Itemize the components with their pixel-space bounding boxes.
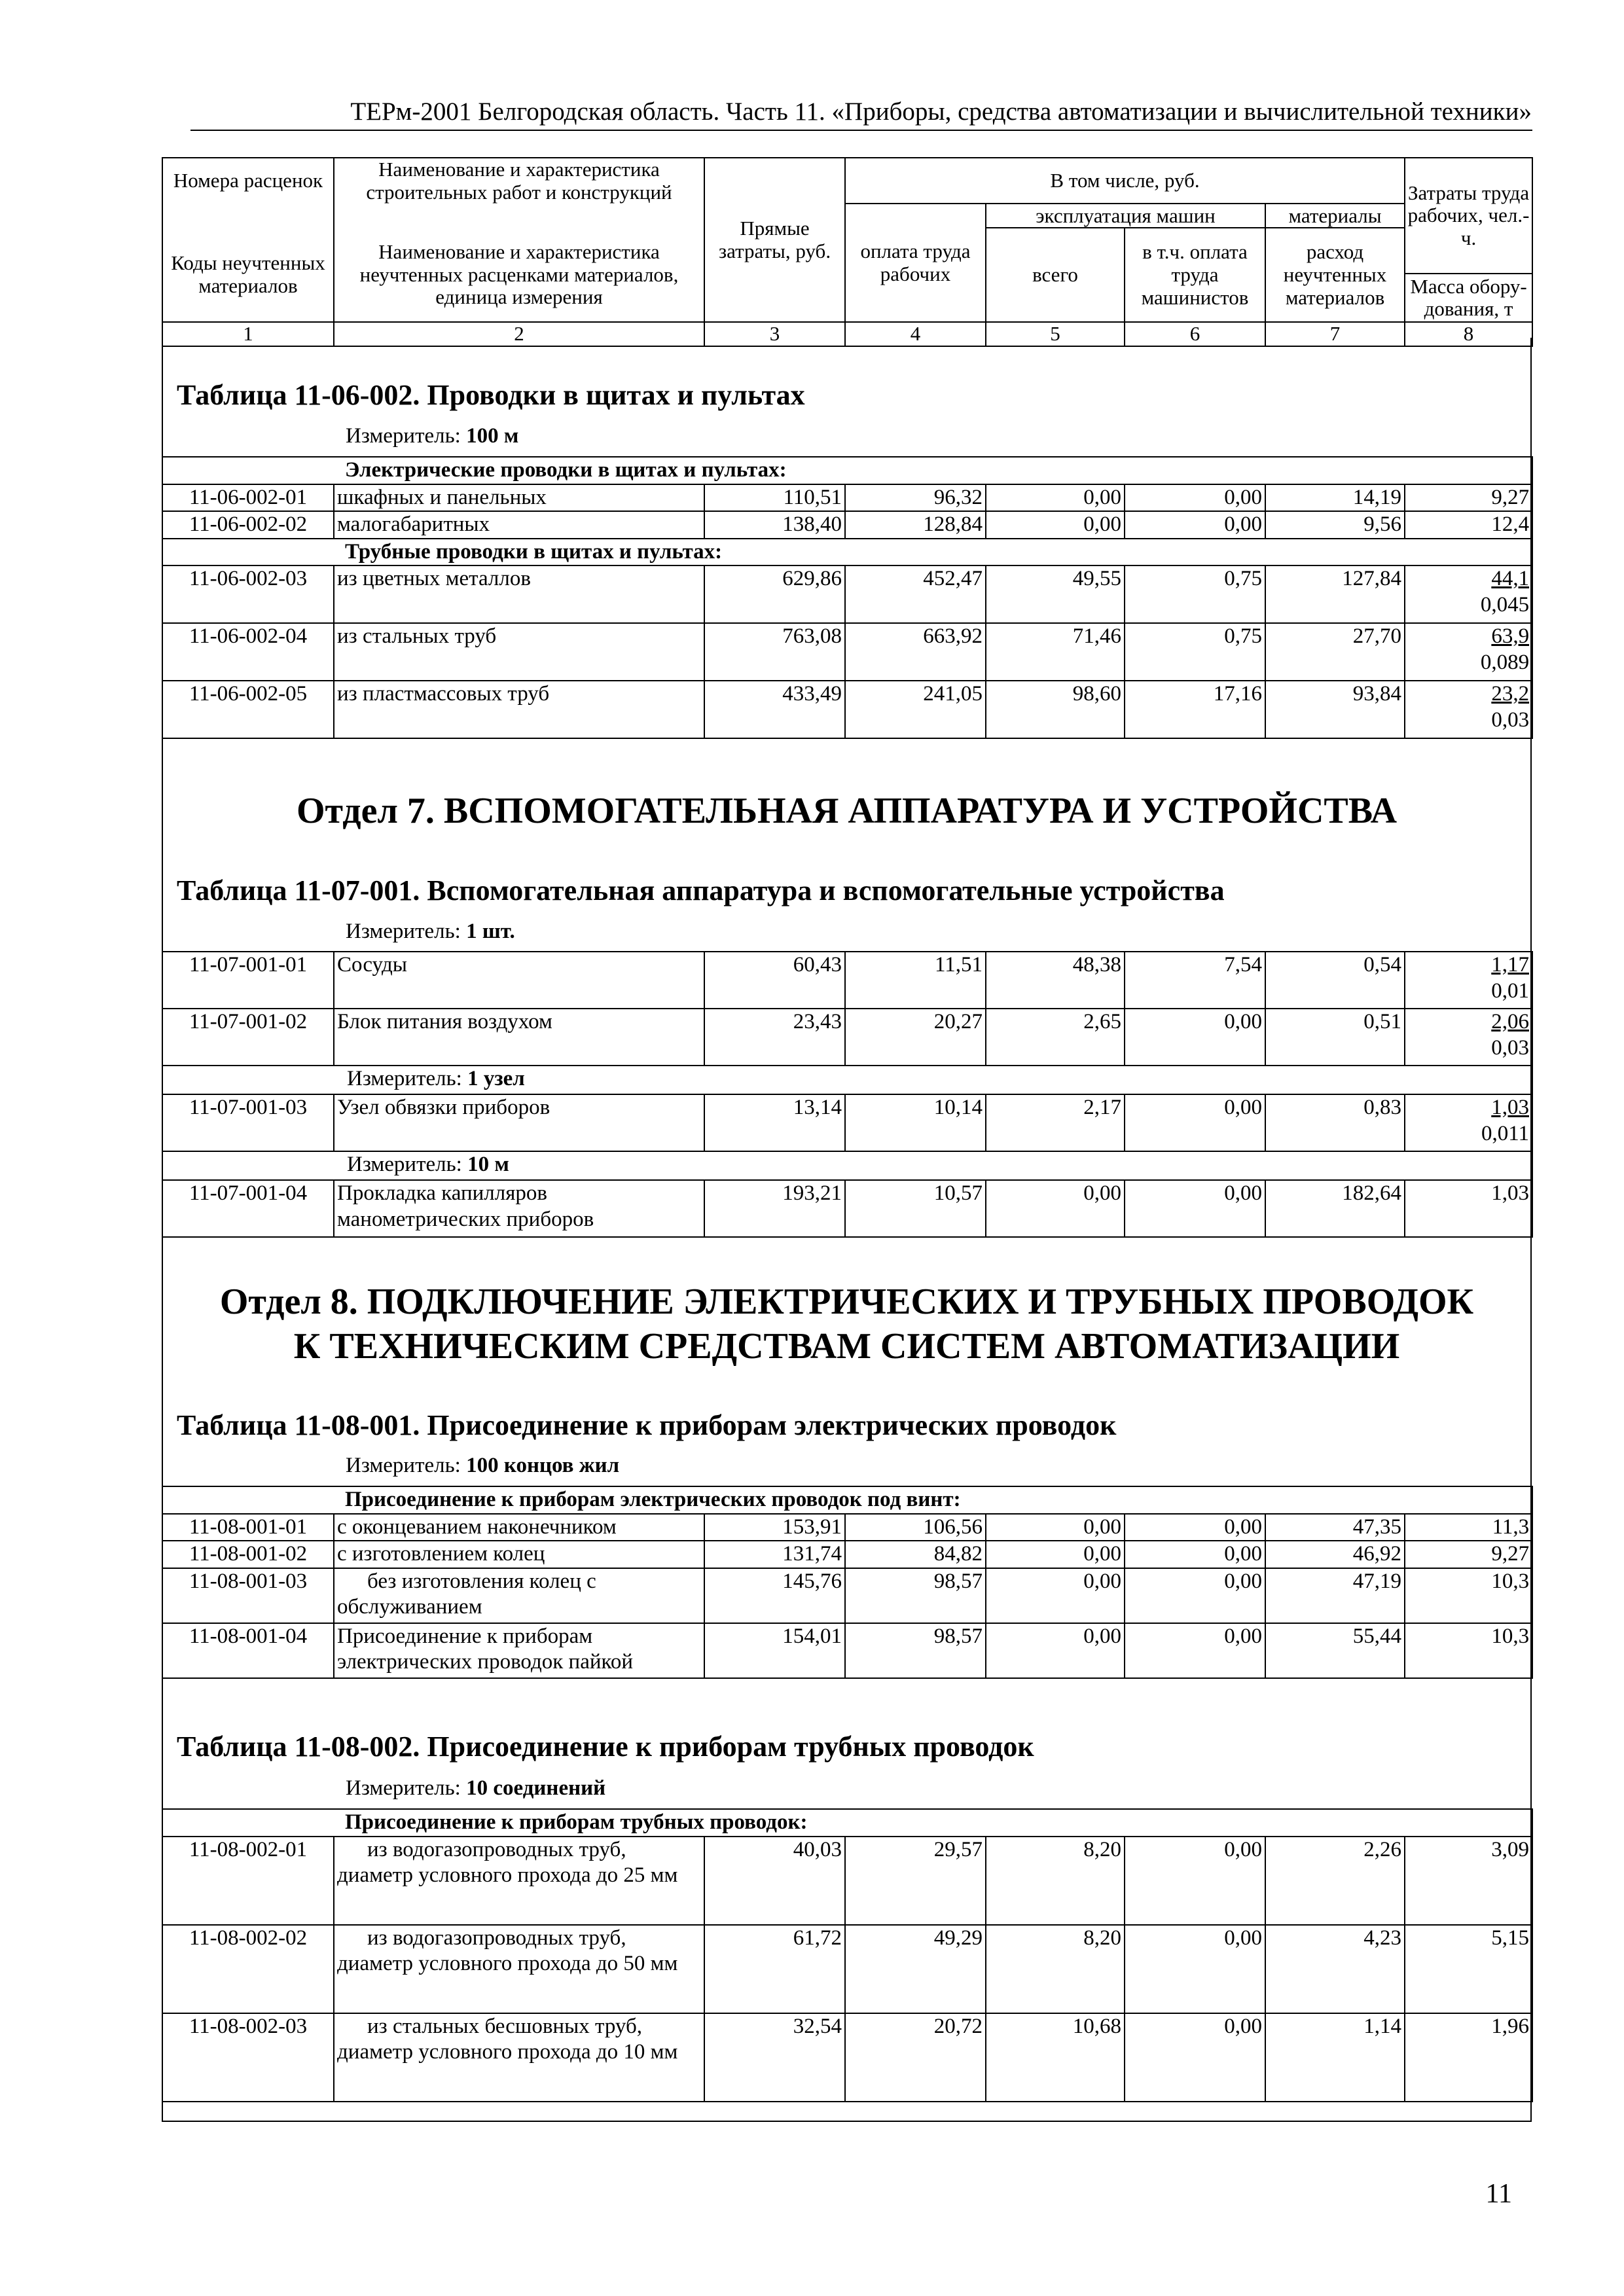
materials: 47,35 — [1265, 1514, 1405, 1541]
direct-cost: 40,03 — [704, 1837, 845, 1925]
machinists-pay: 0,00 — [1125, 1514, 1265, 1541]
meter: Измеритель: 100 м — [346, 424, 519, 448]
labor-pay: 98,57 — [845, 1568, 986, 1623]
materials: 9,56 — [1265, 511, 1405, 539]
direct-cost: 61,72 — [704, 1925, 845, 2013]
header-col2-top: Наименование и характеристика строительных работ и конструкций — [334, 158, 704, 204]
labor-hours-mass: 44,1 0,045 — [1405, 565, 1532, 623]
direct-cost: 145,76 — [704, 1568, 845, 1623]
header-materials: материалы — [1265, 204, 1405, 228]
machines-total: 10,68 — [986, 2013, 1125, 2102]
labor-hours: 1,03 — [1405, 1180, 1532, 1237]
machines-total: 8,20 — [986, 1925, 1125, 2013]
direct-cost: 138,40 — [704, 511, 845, 539]
table-row — [162, 1925, 1532, 2013]
rate-code: 11-08-001-01 — [162, 1514, 334, 1541]
table-row — [162, 1009, 1532, 1066]
header-num: 4 — [845, 322, 986, 346]
machinists-pay: 17,16 — [1125, 681, 1265, 738]
labor-pay: 84,82 — [845, 1541, 986, 1568]
labor-hours-mass: 1,03 0,011 — [1405, 1094, 1532, 1151]
labor-pay: 20,27 — [845, 1009, 986, 1066]
meter: Измеритель: 100 концов жил — [346, 1454, 620, 1477]
table-row — [162, 952, 1532, 1009]
rates-table — [162, 1486, 1533, 1679]
running-title: ТЕРм-2001 Белгородская область. Часть 11. «Приборы, средства автоматизации и вычислительной техники» — [350, 98, 1532, 126]
header-col5: всего — [986, 228, 1125, 322]
meter: Измеритель: 10 соединений — [346, 1776, 606, 1800]
machines-total: 2,65 — [986, 1009, 1125, 1066]
machines-total: 0,00 — [986, 511, 1125, 539]
header-col1-top: Номера расценок — [162, 158, 334, 204]
labor-hours-mass: 63,9 0,089 — [1405, 623, 1532, 681]
labor-pay: 452,47 — [845, 565, 986, 623]
rate-name: из водогазопроводных труб, диаметр условного прохода до 25 мм — [334, 1837, 704, 1925]
subheading: Трубные проводки в щитах и пультах: — [162, 539, 1532, 566]
machinists-pay: 0,00 — [1125, 1541, 1265, 1568]
rate-code: 11-07-001-04 — [162, 1180, 334, 1237]
header-num: 1 — [162, 322, 334, 346]
header-num: 3 — [704, 322, 845, 346]
header-col1-bottom: Коды неучтенных материалов — [162, 228, 334, 322]
labor-hours-mass: 23,2 0,03 — [1405, 681, 1532, 738]
table-row — [162, 1837, 1532, 1925]
subheading: Присоединение к приборам электрических проводок под винт: — [162, 1486, 1532, 1514]
table-title: Таблица 11-08-002. Присоединение к приборам трубных проводок — [177, 1731, 1034, 1763]
labor-pay: 29,57 — [845, 1837, 986, 1925]
materials: 93,84 — [1265, 681, 1405, 738]
header-col8-bottom: Масса обору-дования, т — [1405, 274, 1532, 322]
labor-hours-mass: 2,06 0,03 — [1405, 1009, 1532, 1066]
machines-total: 0,00 — [986, 1623, 1125, 1678]
rate-name: без изготовления колец с обслуживанием — [334, 1568, 704, 1623]
table-row — [162, 565, 1532, 623]
rate-name: Присоединение к приборам электрических проводок пайкой — [334, 1623, 704, 1678]
rate-name: с изготовлением колец — [334, 1541, 704, 1568]
direct-cost: 13,14 — [704, 1094, 845, 1151]
header-num: 8 — [1405, 322, 1532, 346]
labor-pay: 20,72 — [845, 2013, 986, 2102]
machines-total: 0,00 — [986, 484, 1125, 512]
rate-code: 11-06-002-01 — [162, 484, 334, 512]
table-title: Таблица 11-06-002. Проводки в щитах и пультах — [177, 379, 805, 411]
header-num: 7 — [1265, 322, 1405, 346]
materials: 14,19 — [1265, 484, 1405, 512]
materials: 0,83 — [1265, 1094, 1405, 1151]
direct-cost: 433,49 — [704, 681, 845, 738]
direct-cost: 32,54 — [704, 2013, 845, 2102]
materials: 127,84 — [1265, 565, 1405, 623]
rate-code: 11-08-002-01 — [162, 1837, 334, 1925]
materials: 1,14 — [1265, 2013, 1405, 2102]
machinists-pay: 0,00 — [1125, 1623, 1265, 1678]
table-title: Таблица 11-07-001. Вспомогательная аппаратура и вспомогательные устройства — [177, 874, 1225, 906]
materials: 0,54 — [1265, 952, 1405, 1009]
rate-name: из цветных металлов — [334, 565, 704, 623]
direct-cost: 153,91 — [704, 1514, 845, 1541]
header-num: 6 — [1125, 322, 1265, 346]
table-row — [162, 1568, 1532, 1623]
machinists-pay: 0,00 — [1125, 1180, 1265, 1237]
machinists-pay: 0,00 — [1125, 1568, 1265, 1623]
rate-name: Блок питания воздухом — [334, 1009, 704, 1066]
header-num: 2 — [334, 322, 704, 346]
rate-code: 11-08-002-02 — [162, 1925, 334, 2013]
header-col4: оплата труда рабочих — [845, 204, 986, 322]
page-number: 11 — [1485, 2179, 1512, 2209]
machines-total: 0,00 — [986, 1568, 1125, 1623]
rate-name: Узел обвязки приборов — [334, 1094, 704, 1151]
materials: 0,51 — [1265, 1009, 1405, 1066]
materials: 47,19 — [1265, 1568, 1405, 1623]
table-row — [162, 1180, 1532, 1237]
labor-pay: 98,57 — [845, 1623, 986, 1678]
rate-code: 11-08-001-03 — [162, 1568, 334, 1623]
direct-cost: 154,01 — [704, 1623, 845, 1678]
subheading: Присоединение к приборам трубных проводок: — [162, 1809, 1532, 1837]
table-row — [162, 2013, 1532, 2102]
rate-code: 11-07-001-01 — [162, 952, 334, 1009]
machines-total: 0,00 — [986, 1180, 1125, 1237]
header-col7: расход неучтенных материалов — [1265, 228, 1405, 322]
rate-code: 11-08-002-03 — [162, 2013, 334, 2102]
table-title: Таблица 11-08-001. Присоединение к приборам электрических проводок — [177, 1409, 1117, 1441]
rate-name: шкафных и панельных — [334, 484, 704, 512]
rate-code: 11-07-001-02 — [162, 1009, 334, 1066]
rate-name: с оконцеванием наконечником — [334, 1514, 704, 1541]
labor-pay: 663,92 — [845, 623, 986, 681]
labor-pay: 11,51 — [845, 952, 986, 1009]
direct-cost: 193,21 — [704, 1180, 845, 1237]
labor-pay: 96,32 — [845, 484, 986, 512]
rate-name: из водогазопроводных труб, диаметр условного прохода до 50 мм — [334, 1925, 704, 2013]
table-row — [162, 1094, 1532, 1151]
machines-total: 98,60 — [986, 681, 1125, 738]
rate-name: Сосуды — [334, 952, 704, 1009]
table-row — [162, 623, 1532, 681]
labor-hours-mass: 1,17 0,01 — [1405, 952, 1532, 1009]
machines-total: 71,46 — [986, 623, 1125, 681]
labor-pay: 10,14 — [845, 1094, 986, 1151]
meter-row: Измеритель: 10 м — [162, 1151, 1532, 1180]
machines-total: 0,00 — [986, 1541, 1125, 1568]
materials: 4,23 — [1265, 1925, 1405, 2013]
labor-hours: 5,15 — [1405, 1925, 1532, 2013]
direct-cost: 110,51 — [704, 484, 845, 512]
labor-pay: 128,84 — [845, 511, 986, 539]
rate-name: из пластмассовых труб — [334, 681, 704, 738]
machinists-pay: 0,75 — [1125, 565, 1265, 623]
machines-total: 48,38 — [986, 952, 1125, 1009]
header-machines: эксплуатация машин — [986, 204, 1265, 228]
section-title: Отдел 8. ПОДКЛЮЧЕНИЕ ЭЛЕКТРИЧЕСКИХ И ТРУБНЫХ ПРОВОДОК К ТЕХНИЧЕСКИМ СРЕДСТВАМ СИСТЕМ АВТОМАТИЗАЦИИ — [219, 1282, 1474, 1367]
rate-code: 11-06-002-04 — [162, 623, 334, 681]
labor-hours: 10,3 — [1405, 1623, 1532, 1678]
rates-table — [162, 951, 1533, 1238]
rate-name: из стальных бесшовных труб, диаметр условного прохода до 10 мм — [334, 2013, 704, 2102]
labor-hours: 10,3 — [1405, 1568, 1532, 1623]
machinists-pay: 0,00 — [1125, 511, 1265, 539]
header-col3: Прямые затраты, руб. — [704, 158, 845, 322]
table-row — [162, 1623, 1532, 1678]
header-rule — [190, 130, 1532, 131]
materials: 27,70 — [1265, 623, 1405, 681]
labor-pay: 106,56 — [845, 1514, 986, 1541]
machinists-pay: 0,00 — [1125, 484, 1265, 512]
labor-pay: 10,57 — [845, 1180, 986, 1237]
machinists-pay: 0,00 — [1125, 1009, 1265, 1066]
table-row — [162, 484, 1532, 512]
direct-cost: 763,08 — [704, 623, 845, 681]
rate-name: малогабаритных — [334, 511, 704, 539]
machinists-pay: 0,75 — [1125, 623, 1265, 681]
column-header-table — [162, 157, 1533, 347]
direct-cost: 629,86 — [704, 565, 845, 623]
labor-pay: 49,29 — [845, 1925, 986, 2013]
rate-name: из стальных труб — [334, 623, 704, 681]
table-row — [162, 1541, 1532, 1568]
labor-pay: 241,05 — [845, 681, 986, 738]
section-title: Отдел 7. ВСПОМОГАТЕЛЬНАЯ АППАРАТУРА И УСТРОЙСТВА — [296, 791, 1398, 831]
table-row — [162, 681, 1532, 738]
meter: Измеритель: 1 шт. — [346, 920, 515, 943]
rates-table — [162, 1808, 1533, 2102]
machinists-pay: 0,00 — [1125, 2013, 1265, 2102]
machines-total: 2,17 — [986, 1094, 1125, 1151]
rate-code: 11-06-002-03 — [162, 565, 334, 623]
table-row — [162, 511, 1532, 539]
machinists-pay: 7,54 — [1125, 952, 1265, 1009]
materials: 2,26 — [1265, 1837, 1405, 1925]
table-row — [162, 1514, 1532, 1541]
header-col6: в т.ч. оплата труда машинистов — [1125, 228, 1265, 322]
header-group: В том числе, руб. — [845, 158, 1405, 204]
direct-cost: 23,43 — [704, 1009, 845, 1066]
rate-code: 11-06-002-05 — [162, 681, 334, 738]
rate-code: 11-06-002-02 — [162, 511, 334, 539]
labor-hours: 11,3 — [1405, 1514, 1532, 1541]
machinists-pay: 0,00 — [1125, 1094, 1265, 1151]
rate-name: Прокладка капилляров манометрических приборов — [334, 1180, 704, 1237]
machinists-pay: 0,00 — [1125, 1925, 1265, 2013]
labor-hours: 12,4 — [1405, 511, 1532, 539]
header-num: 5 — [986, 322, 1125, 346]
rate-code: 11-07-001-03 — [162, 1094, 334, 1151]
header-col8-top: Затраты труда рабочих, чел.-ч. — [1405, 158, 1532, 274]
subheading: Электрические проводки в щитах и пультах: — [162, 457, 1532, 484]
machines-total: 0,00 — [986, 1514, 1125, 1541]
labor-hours: 9,27 — [1405, 484, 1532, 512]
header-col2-bottom: Наименование и характеристика неучтенных расценками материалов, единица измерения — [334, 228, 704, 322]
materials: 182,64 — [1265, 1180, 1405, 1237]
meter-row: Измеритель: 1 узел — [162, 1066, 1532, 1094]
machines-total: 49,55 — [986, 565, 1125, 623]
materials: 46,92 — [1265, 1541, 1405, 1568]
labor-hours: 3,09 — [1405, 1837, 1532, 1925]
machines-total: 8,20 — [986, 1837, 1125, 1925]
materials: 55,44 — [1265, 1623, 1405, 1678]
direct-cost: 60,43 — [704, 952, 845, 1009]
rates-table — [162, 456, 1533, 739]
machinists-pay: 0,00 — [1125, 1837, 1265, 1925]
rate-code: 11-08-001-04 — [162, 1623, 334, 1678]
labor-hours: 9,27 — [1405, 1541, 1532, 1568]
labor-hours: 1,96 — [1405, 2013, 1532, 2102]
rate-code: 11-08-001-02 — [162, 1541, 334, 1568]
direct-cost: 131,74 — [704, 1541, 845, 1568]
